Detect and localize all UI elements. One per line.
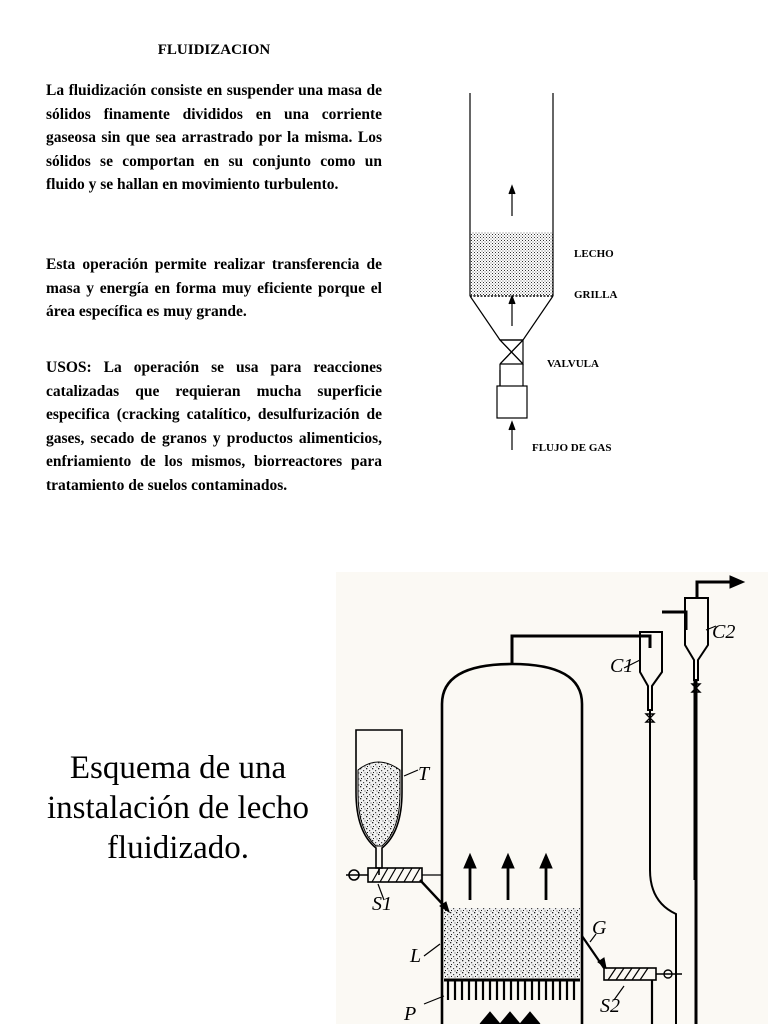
fluidized-bed [444,908,580,978]
installation-caption: Esquema de una instalación de lecho fluidizado. [46,750,310,866]
label-screw-feeder-1: S1 [372,893,392,915]
label-cyclone-1: C1 [610,655,634,677]
label-valvula: VALVULA [547,358,599,370]
bed-region [470,232,553,296]
label-bed: L [410,945,422,967]
blower-box [497,386,527,418]
label-outlet: G [592,917,607,939]
paragraph-definition: La fluidización consiste en suspender una masa de sólidos finamente divididos en una corriente gaseosa sin que sea arrastrado por la misma. Los sólidos se comportan en su conjunto como un fluido y se hallan en movimiento turbulento. [46,82,382,193]
column-diagram [470,93,553,450]
up-arrow-icon [509,296,515,326]
up-arrow-icon [509,186,515,216]
label-grid: P [404,1003,417,1024]
label-cyclone-2: C2 [712,621,736,643]
label-screw-feeder-2: S2 [600,995,620,1017]
installation-schematic [336,572,768,1024]
label-flujo-gas: FLUJO DE GAS [532,442,612,454]
label-grilla: GRILLA [574,289,618,301]
paragraph-uses: USOS: La operación se usa para reacciones catalizadas que requieran mucha superficie especifica (cracking catalítico, desulfurización de gases, secado de granos y productos alimenticios, enfriamiento de los mismos, biorreactores para tratamiento de suelos contaminados. [46,359,382,494]
page-title: FLUIDIZACION [157,42,271,58]
paragraph-efficiency: Esta operación permite realizar transferencia de masa y energía en forma muy eficiente porque el área específica es muy grande. [46,256,382,320]
label-lecho: LECHO [574,248,614,260]
up-arrow-icon [509,422,515,450]
label-hopper: T [418,763,430,785]
